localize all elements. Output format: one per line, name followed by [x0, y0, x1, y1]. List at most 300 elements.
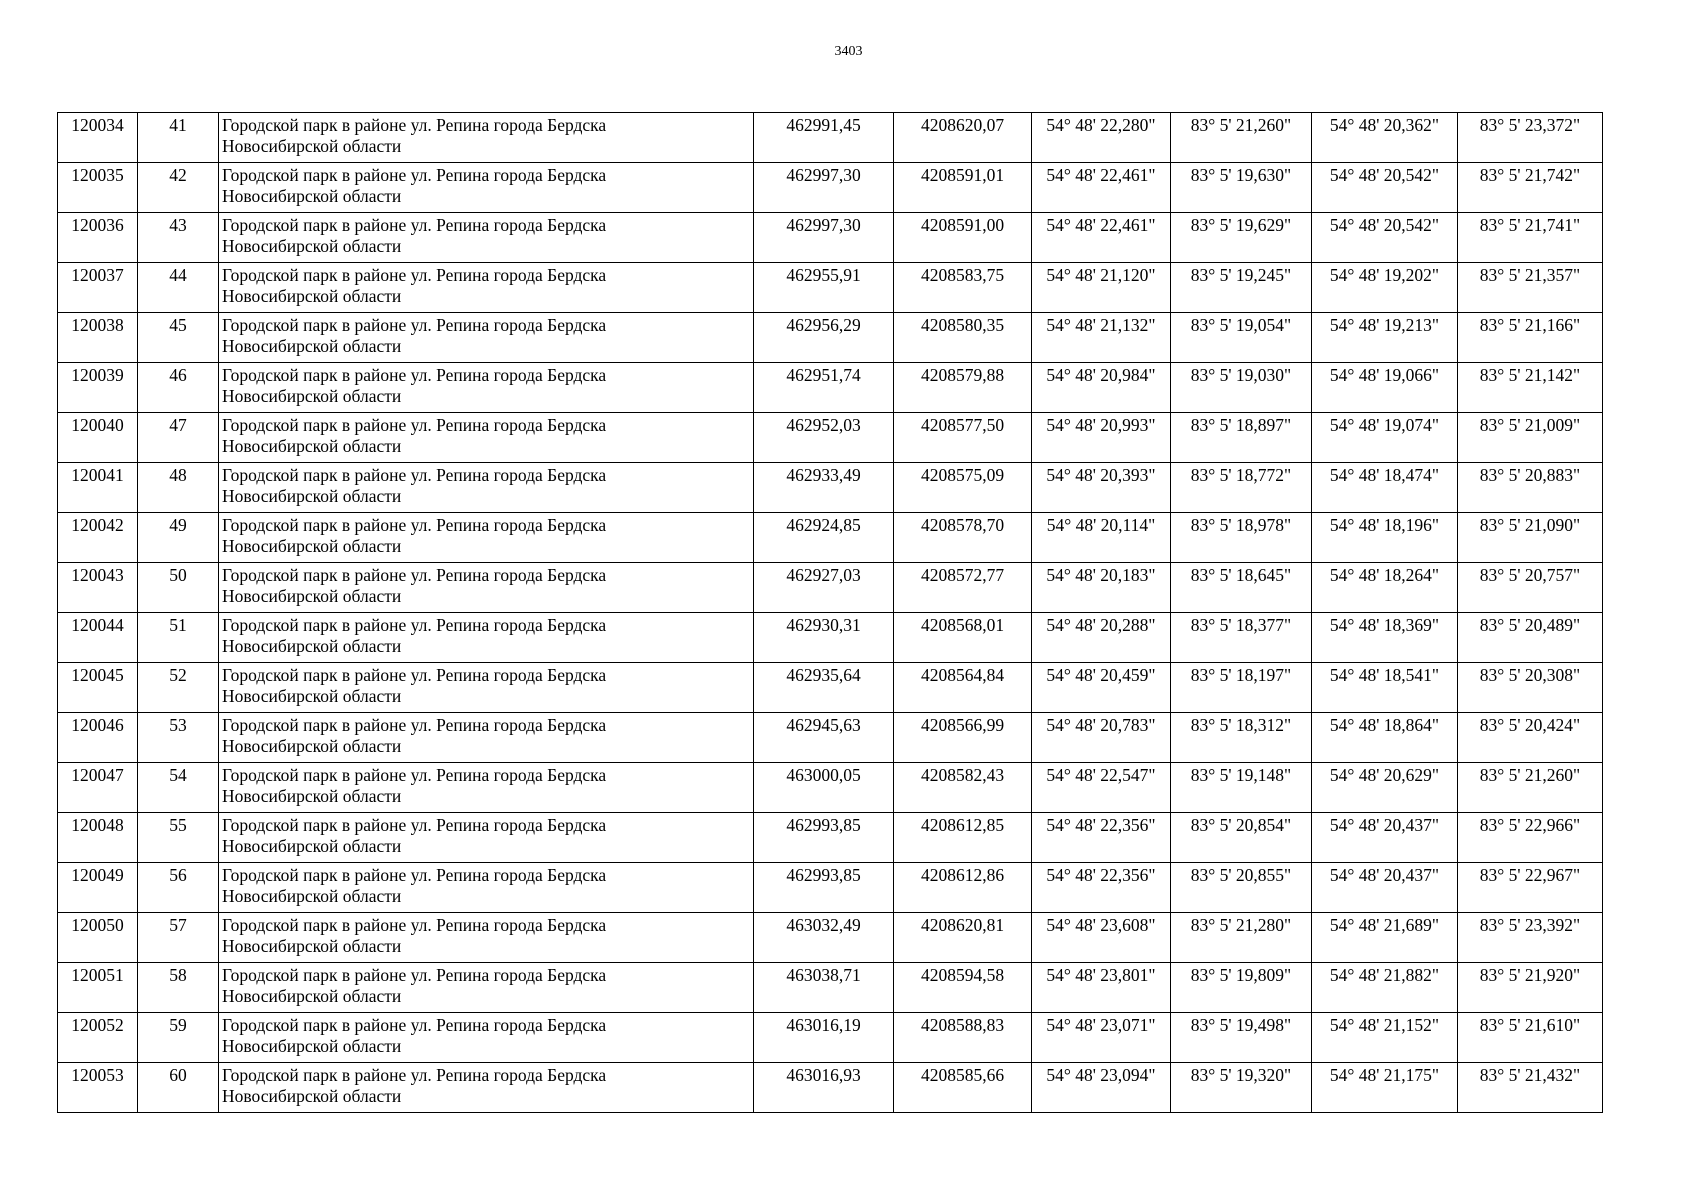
- table-row: [58, 563, 1603, 613]
- cell-text-line: 4208582,43: [920, 765, 1005, 785]
- location-cell: [219, 263, 754, 313]
- point-number-cell: [138, 563, 219, 613]
- longitude-1-cell: [1171, 1013, 1312, 1063]
- longitude-1-cell: [1171, 163, 1312, 213]
- table-row: [58, 863, 1603, 913]
- longitude-2-cell: [1458, 1063, 1603, 1113]
- location-cell: [219, 863, 754, 913]
- cell-text-line: 462927,03: [786, 565, 861, 585]
- cell-text-line: 462991,45: [786, 115, 861, 135]
- latitude-2-cell: [1312, 1063, 1458, 1113]
- cell-text-line: 54° 48' 22,461": [1046, 165, 1156, 185]
- cell-text-line: 83° 5' 19,630": [1190, 165, 1292, 185]
- cell-text-line: 120036: [71, 215, 124, 235]
- x-coordinate-cell: [754, 313, 894, 363]
- cell-text-line: Городской парк в районе ул. Репина города Бердска: [222, 565, 607, 585]
- longitude-1-cell: [1171, 113, 1312, 163]
- x-coordinate-cell: [754, 363, 894, 413]
- cell-text-line: Городской парк в районе ул. Репина города Бердска: [222, 815, 607, 835]
- y-coordinate-cell: [894, 913, 1032, 963]
- table-row: [58, 313, 1603, 363]
- point-number-cell: [138, 213, 219, 263]
- longitude-2-cell: [1458, 163, 1603, 213]
- longitude-2-cell: [1458, 363, 1603, 413]
- latitude-1-cell: [1032, 263, 1171, 313]
- cell-text-line: 83° 5' 18,197": [1190, 665, 1292, 685]
- point-number-cell: [138, 1013, 219, 1063]
- longitude-1-cell: [1171, 813, 1312, 863]
- cell-text-line: 120034: [71, 115, 124, 135]
- cell-text-line: 46: [169, 365, 187, 385]
- cell-text-line: Городской парк в районе ул. Репина города Бердска: [222, 165, 607, 185]
- cell-text-line: 52: [169, 665, 187, 685]
- point-number-cell: [138, 1063, 219, 1113]
- cell-text-line: Городской парк в районе ул. Репина города Бердска: [222, 665, 607, 685]
- longitude-1-cell: [1171, 213, 1312, 263]
- cell-text-line: 83° 5' 20,308": [1479, 665, 1581, 685]
- point-id-cell: [58, 663, 138, 713]
- latitude-1-cell: [1032, 113, 1171, 163]
- table-row: [58, 213, 1603, 263]
- cell-text-line: 4208620,81: [920, 915, 1005, 935]
- cell-text-line: Новосибирской области: [222, 486, 402, 506]
- cell-text-line: 41: [169, 115, 187, 135]
- cell-text-line: 54° 48' 23,094": [1046, 1065, 1156, 1085]
- cell-text-line: Новосибирской области: [222, 186, 402, 206]
- cell-text-line: 83° 5' 20,855": [1190, 865, 1292, 885]
- x-coordinate-cell: [754, 513, 894, 563]
- cell-text-line: 4208580,35: [920, 315, 1005, 335]
- page-number: 3403: [834, 44, 863, 59]
- cell-text-line: 48: [169, 465, 187, 485]
- cell-text-line: Городской парк в районе ул. Репина города Бердска: [222, 115, 607, 135]
- point-id-cell: [58, 1013, 138, 1063]
- table-row: [58, 663, 1603, 713]
- cell-text-line: 83° 5' 19,030": [1190, 365, 1292, 385]
- location-cell: [219, 663, 754, 713]
- cell-text-line: 53: [169, 715, 187, 735]
- cell-text-line: 83° 5' 18,772": [1190, 465, 1292, 485]
- y-coordinate-cell: [894, 1013, 1032, 1063]
- cell-text-line: 54° 48' 18,196": [1329, 515, 1440, 535]
- cell-text-line: Новосибирской области: [222, 636, 402, 656]
- cell-text-line: 4208566,99: [920, 715, 1005, 735]
- y-coordinate-cell: [894, 813, 1032, 863]
- cell-text-line: 54° 48' 21,152": [1329, 1015, 1440, 1035]
- cell-text-line: 54° 48' 20,393": [1046, 465, 1156, 485]
- cell-text-line: 462933,49: [786, 465, 861, 485]
- y-coordinate-cell: [894, 713, 1032, 763]
- cell-text-line: 54° 48' 18,541": [1329, 665, 1440, 685]
- cell-text-line: Городской парк в районе ул. Репина города Бердска: [222, 365, 607, 385]
- cell-text-line: 463016,93: [786, 1065, 861, 1085]
- cell-text-line: 54° 48' 22,280": [1046, 115, 1156, 135]
- cell-text-line: 83° 5' 21,090": [1479, 515, 1581, 535]
- location-cell: [219, 113, 754, 163]
- table-row: [58, 463, 1603, 513]
- location-cell: [219, 563, 754, 613]
- point-number-cell: [138, 463, 219, 513]
- latitude-2-cell: [1312, 413, 1458, 463]
- cell-text-line: 83° 5' 21,610": [1479, 1015, 1581, 1035]
- cell-text-line: 120043: [71, 565, 124, 585]
- cell-text-line: Городской парк в районе ул. Репина города Бердска: [222, 465, 607, 485]
- cell-text-line: 462945,63: [786, 715, 861, 735]
- table-row: [58, 263, 1603, 313]
- latitude-2-cell: [1312, 863, 1458, 913]
- longitude-1-cell: [1171, 613, 1312, 663]
- longitude-1-cell: [1171, 263, 1312, 313]
- cell-text-line: Городской парк в районе ул. Репина города Бердска: [222, 265, 607, 285]
- cell-text-line: 54° 48' 20,183": [1046, 565, 1156, 585]
- point-number-cell: [138, 513, 219, 563]
- location-cell: [219, 963, 754, 1013]
- cell-text-line: Новосибирской области: [222, 336, 402, 356]
- cell-text-line: Городской парк в районе ул. Репина города Бердска: [222, 215, 607, 235]
- location-cell: [219, 413, 754, 463]
- cell-text-line: 54° 48' 20,437": [1329, 815, 1440, 835]
- latitude-2-cell: [1312, 213, 1458, 263]
- cell-text-line: 54° 48' 20,542": [1329, 165, 1440, 185]
- cell-text-line: 4208588,83: [920, 1015, 1005, 1035]
- cell-text-line: 83° 5' 21,142": [1479, 365, 1581, 385]
- cell-text-line: 54° 48' 21,882": [1329, 965, 1440, 985]
- cell-text-line: 57: [169, 915, 187, 935]
- cell-text-line: Городской парк в районе ул. Репина города Бердска: [222, 615, 607, 635]
- x-coordinate-cell: [754, 713, 894, 763]
- longitude-2-cell: [1458, 263, 1603, 313]
- cell-text-line: Новосибирской области: [222, 536, 402, 556]
- cell-text-line: Новосибирской области: [222, 586, 402, 606]
- cell-text-line: 83° 5' 22,967": [1479, 865, 1581, 885]
- cell-text-line: 54° 48' 18,369": [1329, 615, 1440, 635]
- table-row: [58, 613, 1603, 663]
- cell-text-line: 120039: [71, 365, 124, 385]
- cell-text-line: Новосибирской области: [222, 286, 402, 306]
- point-id-cell: [58, 763, 138, 813]
- cell-text-line: 4208585,66: [920, 1065, 1005, 1085]
- y-coordinate-cell: [894, 363, 1032, 413]
- cell-text-line: 55: [169, 815, 187, 835]
- point-number-cell: [138, 363, 219, 413]
- x-coordinate-cell: [754, 913, 894, 963]
- cell-text-line: Городской парк в районе ул. Репина города Бердска: [222, 915, 607, 935]
- y-coordinate-cell: [894, 163, 1032, 213]
- point-id-cell: [58, 263, 138, 313]
- cell-text-line: 54° 48' 23,801": [1046, 965, 1156, 985]
- point-number-cell: [138, 713, 219, 763]
- cell-text-line: 4208564,84: [920, 665, 1005, 685]
- cell-text-line: 54° 48' 23,608": [1046, 915, 1156, 935]
- cell-text-line: 54° 48' 20,437": [1329, 865, 1440, 885]
- cell-text-line: 120053: [71, 1065, 124, 1085]
- longitude-2-cell: [1458, 713, 1603, 763]
- point-id-cell: [58, 113, 138, 163]
- y-coordinate-cell: [894, 613, 1032, 663]
- cell-text-line: 4208575,09: [920, 465, 1005, 485]
- latitude-2-cell: [1312, 1013, 1458, 1063]
- cell-text-line: 463038,71: [786, 965, 861, 985]
- cell-text-line: 49: [169, 515, 187, 535]
- cell-text-line: 120051: [71, 965, 124, 985]
- cell-text-line: 83° 5' 21,009": [1479, 415, 1581, 435]
- longitude-1-cell: [1171, 663, 1312, 713]
- cell-text-line: 54° 48' 22,356": [1046, 815, 1156, 835]
- cell-text-line: 83° 5' 18,978": [1190, 515, 1292, 535]
- cell-text-line: 120038: [71, 315, 124, 335]
- cell-text-line: 4208594,58: [920, 965, 1005, 985]
- cell-text-line: Новосибирской области: [222, 686, 402, 706]
- cell-text-line: 83° 5' 20,883": [1479, 465, 1581, 485]
- cell-text-line: 83° 5' 21,357": [1479, 265, 1581, 285]
- cell-text-line: 83° 5' 20,424": [1479, 715, 1581, 735]
- cell-text-line: 4208578,70: [920, 515, 1005, 535]
- point-number-cell: [138, 963, 219, 1013]
- point-number-cell: [138, 263, 219, 313]
- point-id-cell: [58, 563, 138, 613]
- cell-text-line: 43: [169, 215, 187, 235]
- point-id-cell: [58, 213, 138, 263]
- x-coordinate-cell: [754, 263, 894, 313]
- cell-text-line: 463016,19: [786, 1015, 861, 1035]
- cell-text-line: 120044: [71, 615, 124, 635]
- longitude-1-cell: [1171, 963, 1312, 1013]
- latitude-2-cell: [1312, 613, 1458, 663]
- point-number-cell: [138, 313, 219, 363]
- cell-text-line: 54° 48' 20,459": [1046, 665, 1156, 685]
- cell-text-line: Городской парк в районе ул. Репина города Бердска: [222, 715, 607, 735]
- cell-text-line: 54° 48' 22,547": [1046, 765, 1156, 785]
- cell-text-line: 4208612,85: [920, 815, 1005, 835]
- longitude-1-cell: [1171, 513, 1312, 563]
- y-coordinate-cell: [894, 263, 1032, 313]
- latitude-1-cell: [1032, 863, 1171, 913]
- latitude-1-cell: [1032, 363, 1171, 413]
- point-id-cell: [58, 963, 138, 1013]
- cell-text-line: 462935,64: [786, 665, 861, 685]
- latitude-1-cell: [1032, 563, 1171, 613]
- point-number-cell: [138, 763, 219, 813]
- cell-text-line: 54° 48' 20,629": [1329, 765, 1440, 785]
- latitude-1-cell: [1032, 763, 1171, 813]
- cell-text-line: 83° 5' 19,245": [1190, 265, 1292, 285]
- cell-text-line: 462993,85: [786, 815, 861, 835]
- cell-text-line: 42: [169, 165, 187, 185]
- point-id-cell: [58, 713, 138, 763]
- table-row: [58, 363, 1603, 413]
- latitude-1-cell: [1032, 463, 1171, 513]
- cell-text-line: 120042: [71, 515, 124, 535]
- x-coordinate-cell: [754, 463, 894, 513]
- longitude-1-cell: [1171, 863, 1312, 913]
- coordinates-table-body: [58, 113, 1603, 1113]
- table-row: [58, 513, 1603, 563]
- location-cell: [219, 713, 754, 763]
- cell-text-line: 120049: [71, 865, 124, 885]
- cell-text-line: 54° 48' 21,132": [1046, 315, 1156, 335]
- cell-text-line: Новосибирской области: [222, 136, 402, 156]
- location-cell: [219, 913, 754, 963]
- cell-text-line: 4208612,86: [920, 865, 1005, 885]
- cell-text-line: Новосибирской области: [222, 1086, 402, 1106]
- latitude-2-cell: [1312, 513, 1458, 563]
- point-id-cell: [58, 163, 138, 213]
- cell-text-line: 4208620,07: [920, 115, 1005, 135]
- longitude-2-cell: [1458, 613, 1603, 663]
- cell-text-line: 83° 5' 22,966": [1479, 815, 1581, 835]
- cell-text-line: Новосибирской области: [222, 386, 402, 406]
- cell-text-line: 83° 5' 19,629": [1190, 215, 1292, 235]
- table-row: [58, 113, 1603, 163]
- latitude-2-cell: [1312, 563, 1458, 613]
- latitude-2-cell: [1312, 313, 1458, 363]
- cell-text-line: 463032,49: [786, 915, 861, 935]
- x-coordinate-cell: [754, 863, 894, 913]
- x-coordinate-cell: [754, 163, 894, 213]
- cell-text-line: 83° 5' 19,054": [1190, 315, 1292, 335]
- cell-text-line: 54° 48' 18,264": [1329, 565, 1440, 585]
- x-coordinate-cell: [754, 563, 894, 613]
- cell-text-line: 462930,31: [786, 615, 861, 635]
- cell-text-line: 56: [169, 865, 187, 885]
- cell-text-line: 54° 48' 22,461": [1046, 215, 1156, 235]
- cell-text-line: 83° 5' 21,741": [1479, 215, 1581, 235]
- location-cell: [219, 213, 754, 263]
- cell-text-line: 462956,29: [786, 315, 861, 335]
- cell-text-line: 462997,30: [786, 215, 861, 235]
- point-number-cell: [138, 613, 219, 663]
- longitude-1-cell: [1171, 563, 1312, 613]
- cell-text-line: Городской парк в районе ул. Репина города Бердска: [222, 415, 607, 435]
- latitude-1-cell: [1032, 963, 1171, 1013]
- cell-text-line: 59: [169, 1015, 187, 1035]
- latitude-2-cell: [1312, 813, 1458, 863]
- coordinates-table: [57, 112, 1603, 1113]
- y-coordinate-cell: [894, 663, 1032, 713]
- cell-text-line: 54° 48' 19,074": [1329, 415, 1440, 435]
- point-id-cell: [58, 613, 138, 663]
- cell-text-line: 83° 5' 20,757": [1479, 565, 1581, 585]
- cell-text-line: 120040: [71, 415, 124, 435]
- cell-text-line: Городской парк в районе ул. Репина города Бердска: [222, 865, 607, 885]
- latitude-1-cell: [1032, 513, 1171, 563]
- cell-text-line: 462993,85: [786, 865, 861, 885]
- cell-text-line: 83° 5' 23,372": [1479, 115, 1581, 135]
- point-id-cell: [58, 463, 138, 513]
- longitude-2-cell: [1458, 963, 1603, 1013]
- point-number-cell: [138, 813, 219, 863]
- location-cell: [219, 1063, 754, 1113]
- cell-text-line: 54° 48' 18,474": [1329, 465, 1440, 485]
- cell-text-line: 83° 5' 21,432": [1479, 1065, 1581, 1085]
- y-coordinate-cell: [894, 763, 1032, 813]
- cell-text-line: 83° 5' 18,897": [1190, 415, 1292, 435]
- cell-text-line: 4208591,00: [920, 215, 1005, 235]
- cell-text-line: 54° 48' 18,864": [1329, 715, 1440, 735]
- point-id-cell: [58, 863, 138, 913]
- table-row: [58, 763, 1603, 813]
- longitude-2-cell: [1458, 1013, 1603, 1063]
- latitude-2-cell: [1312, 463, 1458, 513]
- cell-text-line: 83° 5' 21,742": [1479, 165, 1581, 185]
- table-row: [58, 963, 1603, 1013]
- point-id-cell: [58, 1063, 138, 1113]
- latitude-1-cell: [1032, 313, 1171, 363]
- x-coordinate-cell: [754, 613, 894, 663]
- cell-text-line: Новосибирской области: [222, 736, 402, 756]
- cell-text-line: 83° 5' 21,280": [1190, 915, 1292, 935]
- cell-text-line: 120052: [71, 1015, 124, 1035]
- cell-text-line: 4208568,01: [920, 615, 1005, 635]
- longitude-2-cell: [1458, 563, 1603, 613]
- cell-text-line: 83° 5' 20,489": [1479, 615, 1581, 635]
- cell-text-line: 83° 5' 19,809": [1190, 965, 1292, 985]
- longitude-2-cell: [1458, 863, 1603, 913]
- cell-text-line: 83° 5' 21,920": [1479, 965, 1581, 985]
- cell-text-line: 83° 5' 19,320": [1190, 1065, 1292, 1085]
- longitude-2-cell: [1458, 413, 1603, 463]
- longitude-1-cell: [1171, 313, 1312, 363]
- cell-text-line: Городской парк в районе ул. Репина города Бердска: [222, 1015, 607, 1035]
- y-coordinate-cell: [894, 563, 1032, 613]
- cell-text-line: 47: [169, 415, 187, 435]
- latitude-2-cell: [1312, 763, 1458, 813]
- point-id-cell: [58, 413, 138, 463]
- cell-text-line: 44: [169, 265, 187, 285]
- cell-text-line: 54° 48' 20,542": [1329, 215, 1440, 235]
- cell-text-line: Городской парк в районе ул. Репина города Бердска: [222, 765, 607, 785]
- cell-text-line: 54° 48' 19,202": [1329, 265, 1440, 285]
- cell-text-line: 54° 48' 20,114": [1046, 515, 1156, 535]
- x-coordinate-cell: [754, 213, 894, 263]
- longitude-1-cell: [1171, 413, 1312, 463]
- x-coordinate-cell: [754, 413, 894, 463]
- cell-text-line: 462997,30: [786, 165, 861, 185]
- cell-text-line: 4208591,01: [920, 165, 1005, 185]
- cell-text-line: 50: [169, 565, 187, 585]
- location-cell: [219, 313, 754, 363]
- cell-text-line: 45: [169, 315, 187, 335]
- longitude-2-cell: [1458, 463, 1603, 513]
- cell-text-line: 4208577,50: [920, 415, 1005, 435]
- cell-text-line: Новосибирской области: [222, 986, 402, 1006]
- point-id-cell: [58, 513, 138, 563]
- cell-text-line: 54° 48' 21,120": [1046, 265, 1156, 285]
- table-row: [58, 913, 1603, 963]
- latitude-2-cell: [1312, 363, 1458, 413]
- cell-text-line: 120041: [71, 465, 124, 485]
- cell-text-line: 83° 5' 19,498": [1190, 1015, 1292, 1035]
- cell-text-line: 60: [169, 1065, 187, 1085]
- cell-text-line: 54° 48' 21,689": [1329, 915, 1440, 935]
- latitude-2-cell: [1312, 963, 1458, 1013]
- cell-text-line: Городской парк в районе ул. Репина города Бердска: [222, 965, 607, 985]
- longitude-2-cell: [1458, 763, 1603, 813]
- cell-text-line: 462952,03: [786, 415, 861, 435]
- point-id-cell: [58, 913, 138, 963]
- point-id-cell: [58, 313, 138, 363]
- cell-text-line: Новосибирской области: [222, 886, 402, 906]
- latitude-1-cell: [1032, 1063, 1171, 1113]
- y-coordinate-cell: [894, 863, 1032, 913]
- cell-text-line: 54: [169, 765, 187, 785]
- table-row: [58, 1063, 1603, 1113]
- cell-text-line: 54° 48' 20,984": [1046, 365, 1156, 385]
- point-number-cell: [138, 663, 219, 713]
- point-number-cell: [138, 113, 219, 163]
- cell-text-line: 4208572,77: [920, 565, 1005, 585]
- point-id-cell: [58, 813, 138, 863]
